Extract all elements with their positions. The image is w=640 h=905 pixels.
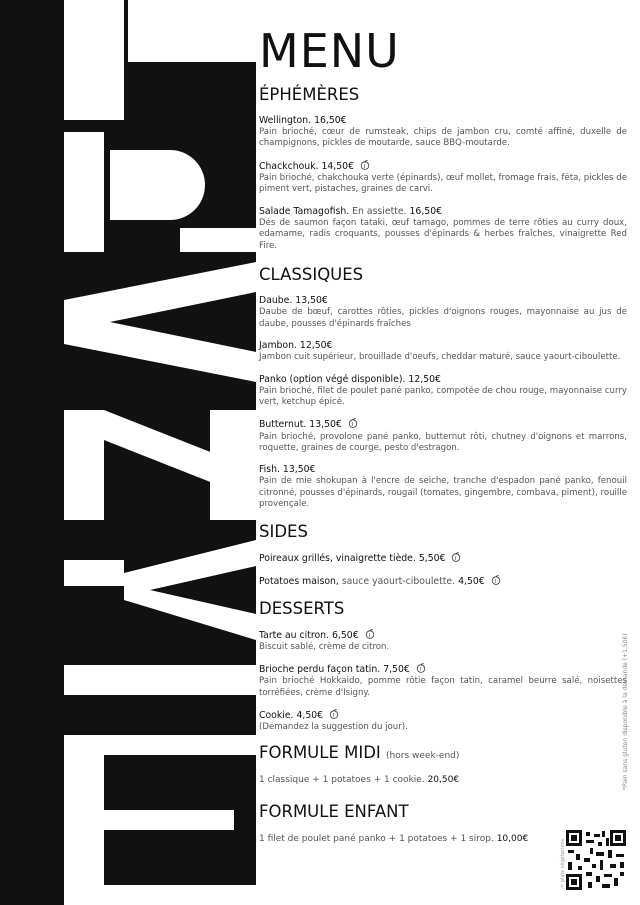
item-note: En assiette. [352,205,407,217]
menu-title: MENU [259,24,400,78]
item-price: 12,50€ [299,340,333,352]
item-name: Poireaux grillés, vinaigrette tiède. [259,552,416,564]
item-head [259,115,627,127]
item-description: (Demandez la suggestion du jour). [259,722,408,733]
item-name: Jambon. [259,340,297,352]
item-name: Salade Tamagofish. [259,205,350,217]
formule-contents: 1 filet de poulet pané panko + 1 potatoes + 1 sirop. [259,833,494,844]
menu-item [259,160,627,196]
item-note: sauce yaourt-ciboulette. [341,575,456,587]
formule-price: 10,00€ [496,833,529,844]
vegetarian-icon [360,160,370,170]
item-head [259,663,627,676]
menu-content [259,86,627,844]
item-name: Brioche perdu façon tatin. [259,664,381,676]
menu-item [259,629,627,654]
item-price: 12,50€ [408,373,441,385]
item-name: Cookie. [259,710,294,722]
item-price: 5,50€ [418,552,446,564]
item-description: Pain de mie shokupan à l'encre de seiche, tranche d'espadon pané panko, fenouil citronné, pousses d'épinards, rougail (tomates, gingembre, combava, piment), rouille provençale. [259,476,627,510]
item-name: Potatoes maison, [259,575,339,587]
item-price: 13,50€ [282,464,316,476]
item-name: Butternut. [259,419,307,431]
menu-item [259,709,627,734]
section-0 [259,86,627,252]
formule-price: 20,50€ [427,774,460,785]
item-head [259,206,627,218]
item-description: Pain brioché, cœur de rumsteak, chips de jambon cru, comté affiné, duxelle de champignons, pickles de moutarde, sauce BBQ-moutarde. [259,127,627,149]
item-head [259,629,627,642]
section-title: CLASSIQUES [259,265,364,285]
item-price: 13,50€ [295,295,328,307]
item-price: 16,50€ [409,205,443,217]
section-2 [259,523,627,588]
brand-vertical-band [0,0,256,905]
item-name: Fish. [259,464,280,476]
item-head [259,374,627,386]
item-name: Wellington. [259,114,312,126]
vegetarian-icon [348,418,358,428]
item-price: 6,50€ [332,629,359,641]
formule-0 [259,744,627,785]
formule-title: FORMULE ENFANT [259,801,409,821]
item-name: Tarte au citron. [259,629,330,641]
item-price: 13,50€ [309,419,342,431]
section-title: SIDES [259,521,308,541]
section-title: DESSERTS [259,598,345,618]
item-head [259,575,627,588]
formule-title-row [259,744,627,763]
menu-item [259,295,627,330]
menu-item [259,575,627,588]
gluten-footnote: *Pain sans gluten disponible à la demande (+1,50€) [622,633,629,790]
menu-item [259,374,627,409]
item-description: Dés de saumon façon tataki, œuf tamago, pommes de terre rôties au curry doux, edamame, radis croquants, pousses d'épinards & herbes fraîches, vinaigrette Red Fire. [259,217,627,251]
formule-subtitle: (hors week-end) [386,750,460,761]
item-description: Pain brioché, filet de poulet pané panko, compotée de chou rouge, mayonnaise curry vert, ketchup épicé. [259,385,627,408]
menu-item [259,115,627,150]
item-description: Biscuit sablé, crème de citron. [259,641,390,652]
item-name: Panko (option végé disponible). [259,373,406,385]
qr-code[interactable] [566,830,626,890]
section-1 [259,266,627,511]
vegetarian-icon [416,663,426,673]
item-head [259,418,627,431]
item-description: Pain brioché, chakchouka verte (épinards), œuf mollet, fromage frais, féta, pickles de piment vert, pistaches, graines de carvi. [259,172,627,195]
section-3 [259,600,627,734]
item-price: 14,50€ [321,160,354,172]
veg-legend: = plats végétariens [560,838,566,888]
item-price: 4,50€ [296,710,324,722]
item-head [259,552,627,565]
vegetarian-icon [451,552,461,562]
brand-logo-letters [0,0,256,905]
item-description: Daube de bœuf, carottes rôties, pickles d'oignons rouges, mayonnaise au jus de daube, pousses d'épinards fraîches [259,307,627,329]
item-price: 7,50€ [383,664,410,676]
item-description: Jambon cuit supérieur, brouillade d'oeufs, cheddar maturé, sauce yaourt-ciboulette. [259,352,621,363]
vegetarian-icon [329,709,339,719]
item-name: Daube. [259,295,293,307]
item-price: 16,50€ [314,114,347,126]
formule-line [259,775,627,785]
item-description: Pain brioché, provolone pané panko, butternut rôti, chutney d'oignons et marrons, roquette, graines de courge, pesto d'estragon. [259,431,627,453]
formule-title-row [259,803,627,822]
item-description: Pain brioché Hokkaido, pomme rôtie façon tatin, caramel beurre salé, noisettes torréfiées, crème d'Isigny. [259,676,627,698]
menu-item [259,206,627,252]
menu-item [259,663,627,699]
menu-item [259,552,627,565]
formule-title: FORMULE MIDI [259,742,381,762]
item-head [259,709,627,722]
section-title: ÉPHÉMÈRES [259,85,360,104]
qr-code-icon [566,830,626,890]
item-price: 4,50€ [458,575,485,587]
item-head [259,464,627,476]
menu-item [259,464,627,510]
item-head [259,295,627,307]
vegetarian-icon [491,575,501,585]
item-name: Chackchouk. [259,160,319,172]
menu-item [259,340,627,364]
item-head [259,340,627,352]
vegetarian-icon [365,629,375,639]
formule-contents: 1 classique + 1 potatoes + 1 cookie. [259,774,425,785]
menu-item [259,418,627,454]
item-head [259,160,627,173]
